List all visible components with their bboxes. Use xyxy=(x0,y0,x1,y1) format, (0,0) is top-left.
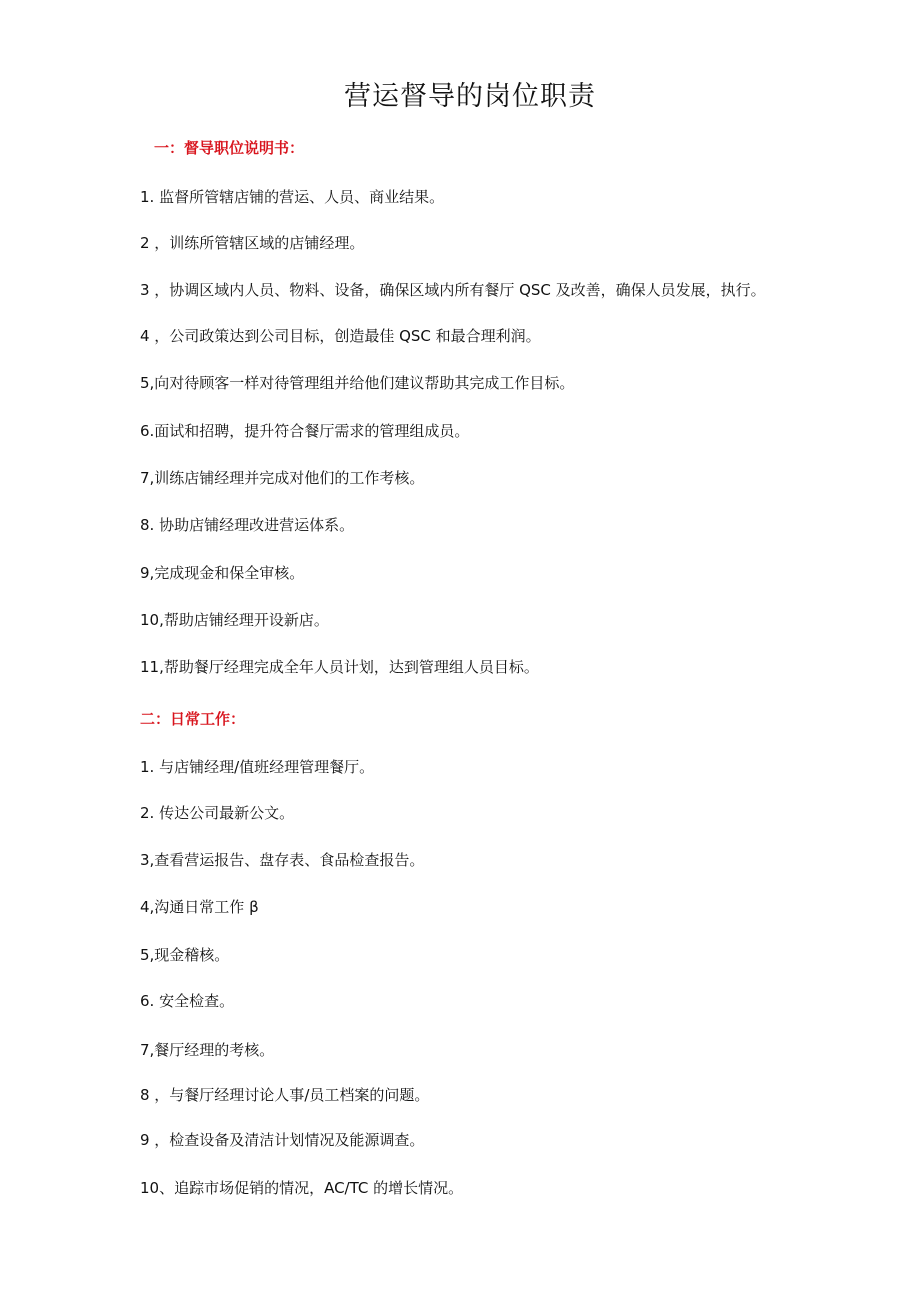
daily-item-3: 3,查看营运报告、盘存表、食品检查报告。 xyxy=(140,851,425,869)
daily-item-6: 6. 安全检查。 xyxy=(140,992,235,1010)
daily-item-9: 9 ，检查设备及清洁计划情况及能源调查。 xyxy=(140,1131,425,1149)
duty-item-5: 5,向对待顾客一样对待管理组并给他们建议帮助其完成工作目标。 xyxy=(140,374,575,392)
duty-item-10: 10,帮助店铺经理开设新店。 xyxy=(140,611,329,629)
daily-item-1: 1. 与店铺经理/值班经理管理餐厅。 xyxy=(140,758,375,776)
duty-item-11: 11,帮助餐厅经理完成全年人员计划，达到管理组人员目标。 xyxy=(140,658,539,676)
duty-item-7: 7,训练店铺经理并完成对他们的工作考核。 xyxy=(140,469,425,487)
duty-item-4: 4 ，公司政策达到公司目标，创造最佳 QSC 和最合理利润。 xyxy=(140,327,541,345)
document-title: 营运督导的岗位职责 xyxy=(344,81,596,112)
daily-item-10: 10、追踪市场促销的情况，AC/TC 的增长情况。 xyxy=(140,1179,464,1197)
duty-item-6: 6.面试和招聘，提升符合餐厅需求的管理组成员。 xyxy=(140,422,470,440)
daily-item-4: 4,沟通日常工作 β xyxy=(140,898,259,916)
daily-item-7: 7,餐厅经理的考核。 xyxy=(140,1041,275,1059)
duty-item-2: 2 ，训练所管辖区域的店铺经理。 xyxy=(140,234,365,252)
daily-item-2: 2. 传达公司最新公文。 xyxy=(140,804,295,822)
daily-item-8: 8 ，与餐厅经理讨论人事/员工档案的问题。 xyxy=(140,1086,430,1104)
duty-item-9: 9,完成现金和保全审核。 xyxy=(140,564,305,582)
duty-item-3: 3 ，协调区域内人员、物料、设备，确保区域内所有餐厅 QSC 及改善，确保人员发展，执行。 xyxy=(140,281,766,299)
section-heading-daily-work: 二：日常工作： xyxy=(140,710,246,728)
duty-item-1: 1. 监督所管辖店铺的营运、人员、商业结果。 xyxy=(140,188,445,206)
section-heading-job-description: 一：督导职位说明书： xyxy=(154,139,305,157)
daily-item-5: 5,现金稽核。 xyxy=(140,946,230,964)
duty-item-8: 8. 协助店铺经理改进营运体系。 xyxy=(140,516,355,534)
